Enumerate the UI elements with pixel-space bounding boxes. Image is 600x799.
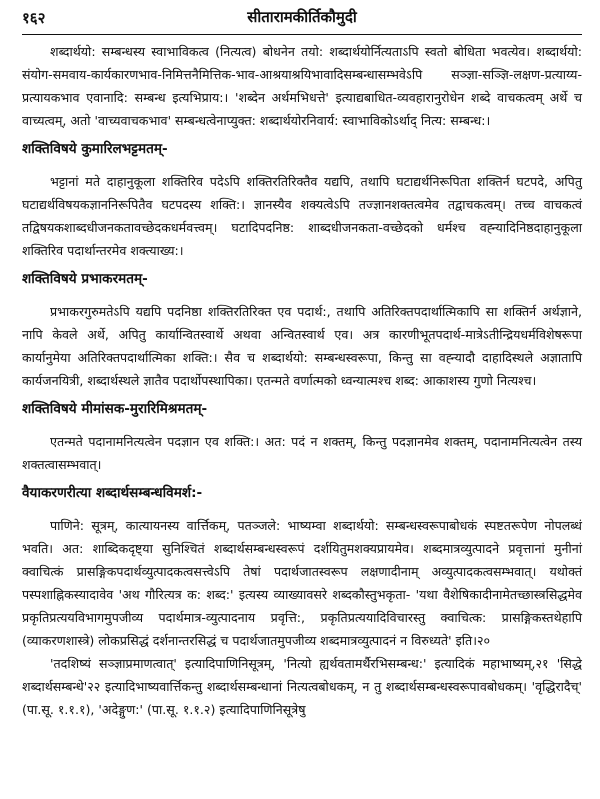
header-rule (22, 34, 582, 35)
paragraph-prabhakara: प्रभाकरगुरुमतेऽपि यद्यपि पदनिष्ठा शक्तिरतिरिक्त एव पदार्थ:, तथापि अतिरिक्तपदार्थात्मिकापि सा शक्तिर्न अर्थज्ञाने, नापि केवले अर्थे, अपितु कार्यान्वितस्वार्थे अथवा अन्वितस्वार्थ एव। अत्र कारणीभूतपदार्थ-मात्रेऽतीन्द्रियधर्मविशेषरूपा कार्यानुमेया अतिरिक्तपदार्थात्मिका शक्ति:। सैव च शब्दार्थयो: सम्बन्धस्वरूपा, किन्तु सा वह्न्यादौ दाहादिस्थले अज्ञातापि कार्यजनयित्री, शब्दार्थस्थले ज्ञातैव पदार्थोपस्थापिका। एतन्मते वर्णात्मको ध्वन्यात्मश्च शब्द: आकाशस्य गुणो नित्यश्च। (22, 304, 582, 388)
page-header (22, 4, 582, 32)
paragraph-intro: शब्दार्थयो: सम्बन्धस्य स्वाभाविकत्व (नित्यत्व) बोधनेन तयो: शब्दार्थयोर्नित्यताऽपि स्वतो बोधिता भवत्येव। शब्दार्थयो: संयोग-समवाय-कार्यकारणभाव-निमित्तनैमित्तिक-भाव-आश्रयाश्रयिभावादिसम्बन्धासम्भवेऽपि सञ्ज्ञा-सञ्ज्ञि-लक्षण-प्रत्याय्य-प्रत्यायकभाव एवानादि: सम्बन्ध इत्यभिप्राय:। 'शब्देन अर्थमभिधत्ते' इत्याद्यबाधित-व्यवहारानुरोधेन शब्दे वाचकत्वम् अर्थे च वाच्यत्वम्, अतो 'वाच्यवाचकभाव' सम्बन्धत्वेनाप्युक्त: शब्दार्थयोरनिवार्य: स्वाभाविकोऽर्थाद् नित्य: सम्बन्ध:। (22, 44, 582, 128)
section-heading-murari-mishra: शक्तिविषये मीमांसक-मुरारिमिश्रमतम्- (22, 401, 208, 417)
paragraph-murari-mishra: एतन्मते पदानामनित्यत्वेन पदज्ञान एव शक्ति:। अत: पदं न शक्तम्, किन्तु पदज्ञानमेव शक्तम्, पदानामनित्यत्वेन तस्य शक्तत्वासम्भवात्। (22, 434, 582, 472)
section-heading-vaiyakarana: वैयाकरणरीत्या शब्दार्थसम्बन्धविमर्श:- (22, 485, 203, 501)
running-title: सीतारामकीर्तिकौमुदी (247, 8, 357, 26)
paragraph-kumarila: भट्टानां मते दाहानुकूला शक्तिरिव पदेऽपि शक्तिरतिरिक्तैव यद्यपि, तथापि घटाद्यर्थनिरूपिता शक्तिर्न घटपदे, अपितु घटाद्यर्थविषयकज्ञाननिरूपितैव घटपदस्य शक्ति:। ज्ञानस्यैव शक्यत्वेऽपि तज्ज्ञानशक्तत्वमेव तद्वाचकत्वम्। तच्च वाचकत्वं तद्विषयकशाब्दधीजनकतावच्छेदकधर्मवत्त्वम्। घटादिपदनिष्ठ: शाब्दधीजनकता-वच्छेदको धर्मश्च वह्न्यादिनिष्ठदाहानुकूला शक्तिरिव पदार्थान्तरमेव शक्त्याख्य:। (22, 174, 582, 258)
paragraph-vaiyakarana-1: पाणिने: सूत्रम्, कात्यायनस्य वार्त्तिकम्, पतञ्जले: भाष्यम्वा शब्दार्थयो: सम्बन्धस्वरूपाबोधकं स्पष्टतरूपेण नोपलब्धं भवति। अत: शाब्दिकदृष्ट्या सुनिश्चितं शब्दार्थसम्बन्धस्वरूपं दर्शयितुमशक्यप्रायमेव। शब्दमात्रव्युत्पादने प्रवृत्तानां मुनीनां क्वाचित्कं प्रासङ्गिकपदार्थव्युत्पादकत्वसत्त्वेऽपि तेषां पदार्थजातस्वरूप लक्षणादीनाम् अव्युत्पादकत्वसम्भवात्। यथोक्तं पस्पशाह्निकस्यादावेव 'अथ गौरित्यत्र क: शब्द:' इत्यस्य व्याख्यावसरे शब्दकौस्तुभकृता- 'यथा वैशेषिकादीनामेतच्छास्त्रसिद्धमेव प्रकृतिप्रत्ययविभागमुपजीव्य पदार्थमात्र-व्युत्पादनाय प्रवृत्ति:, प्रकृतिप्रत्ययादिविचारस्तु क्वाचित्क: प्रासङ्गिकस्तथेहापि (व्याकरणशास्त्रे) लोकप्रसिद्धं दर्शनान्तरसिद्धं च पदार्थजातमुपजीव्य शब्दमात्रव्युत्पादनं न विरुध्यते' इति।२० (22, 518, 582, 648)
section-heading-prabhakara: शक्तिविषये प्रभाकरमतम्- (22, 271, 148, 287)
page-body (22, 40, 582, 721)
paragraph-vaiyakarana-2: 'तदशिष्यं सञ्ज्ञाप्रमाणत्वात्' इत्यादिपाणिनिसूत्रम्, 'नित्यो ह्यर्थवतामर्थैरभिसम्बन्ध:' इत्यादिकं महाभाष्यम्,२१ 'सिद्धे शब्दार्थसम्बन्धे'२२ इत्यादिभाष्यवार्त्तिकन्तु शब्दार्थसम्बन्धानां नित्यत्वबोधकम्, न तु शब्दार्थसम्बन्धस्वरूपावबोधकम्। 'वृद्धिरादैच्' (पा.सू. १.१.१), 'अदेङ्गुण:' (पा.सू. १.१.२) इत्यादिपाणिनिसूत्रेषु (22, 656, 582, 717)
section-heading-kumarila: शक्तिविषये कुमारिलभट्टमतम्- (22, 141, 168, 157)
page-number: १६२ (22, 9, 46, 27)
